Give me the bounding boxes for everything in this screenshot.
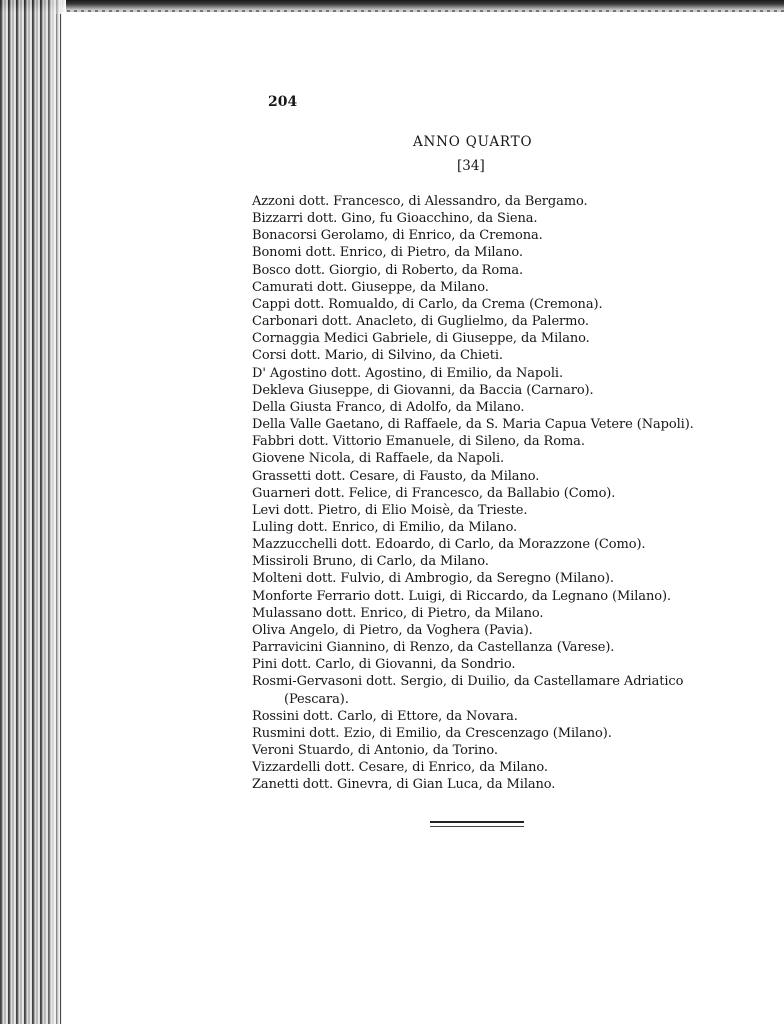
- list-item: Molteni dott. Fulvio, di Ambrogio, da Seregno (Milano).: [252, 571, 614, 587]
- list-item: Mazzucchelli dott. Edoardo, di Carlo, da Morazzone (Como).: [252, 537, 646, 553]
- gutter-fade: [44, 0, 66, 1024]
- list-item: Grassetti dott. Cesare, di Fausto, da Milano.: [252, 468, 540, 484]
- list-item: Azzoni dott. Francesco, di Alessandro, da Bergamo.: [252, 194, 588, 209]
- list-item: Mulassano dott. Enrico, di Pietro, da Milano.: [252, 605, 544, 621]
- list-item: Dekleva Giuseppe, di Giovanni, da Baccia (Carnaro).: [252, 382, 594, 398]
- list-item: Della Valle Gaetano, di Raffaele, da S. Maria Capua Vetere (Napoli).: [252, 417, 694, 433]
- list-item: Rusmini dott. Ezio, di Emilio, da Crescenzago (Milano).: [252, 725, 612, 741]
- list-item: Pini dott. Carlo, di Giovanni, da Sondrio.: [252, 657, 516, 673]
- list-item: Giovene Nicola, di Raffaele, da Napoli.: [252, 451, 505, 467]
- list-item: Monforte Ferrario dott. Luigi, di Riccardo, da Legnano (Milano).: [252, 588, 671, 604]
- list-item: Camurati dott. Giuseppe, da Milano.: [252, 279, 489, 295]
- section-end-rule: [430, 821, 524, 827]
- page-number: 204: [268, 94, 298, 110]
- list-item: D' Agostino dott. Agostino, di Emilio, da Napoli.: [252, 365, 563, 381]
- list-item: Missiroli Bruno, di Carlo, da Milano.: [252, 554, 489, 570]
- list-item: Cappi dott. Romualdo, di Carlo, da Crema (Cremona).: [252, 296, 603, 312]
- list-item: Levi dott. Pietro, di Elio Moisè, da Trieste.: [252, 502, 528, 518]
- gutter-line-inner: [60, 14, 61, 1024]
- list-item: Guarneri dott. Felice, di Francesco, da Ballabio (Como).: [252, 485, 616, 501]
- name-list: [252, 193, 722, 793]
- list-item: Veroni Stuardo, di Antonio, da Torino.: [252, 743, 498, 758]
- list-item: Zanetti dott. Ginevra, di Gian Luca, da Milano.: [252, 777, 556, 793]
- list-item-continuation: (Pescara).: [284, 691, 349, 707]
- list-item: Rossini dott. Carlo, di Ettore, da Novara.: [252, 708, 518, 724]
- list-item: Bizzarri dott. Gino, fu Gioacchino, da Siena.: [252, 211, 538, 227]
- page-title: ANNO QUARTO: [413, 134, 533, 150]
- section-number: [34]: [457, 158, 485, 174]
- list-item: Fabbri dott. Vittorio Emanuele, di Sileno, da Roma.: [252, 434, 585, 450]
- scan-top-edge: [0, 0, 784, 12]
- list-item: Carbonari dott. Anacleto, di Guglielmo, da Palermo.: [252, 314, 589, 330]
- list-item: Parravicini Giannino, di Renzo, da Castellanza (Varese).: [252, 640, 615, 656]
- list-item: Vizzardelli dott. Cesare, di Enrico, da Milano.: [252, 760, 548, 776]
- list-item: Luling dott. Enrico, di Emilio, da Milano.: [252, 519, 518, 535]
- list-item-text: Rosmi-Gervasoni dott. Sergio, di Duilio, da Castellamare Adriatico: [252, 674, 684, 690]
- list-item: Della Giusta Franco, di Adolfo, da Milano.: [252, 399, 525, 415]
- list-item: Corsi dott. Mario, di Silvino, da Chieti.: [252, 348, 503, 364]
- list-item-multiline: [252, 673, 722, 707]
- list-item: Bosco dott. Giorgio, di Roberto, da Roma.: [252, 262, 524, 278]
- list-item: Bonomi dott. Enrico, di Pietro, da Milano.: [252, 245, 523, 261]
- list-item: Cornaggia Medici Gabriele, di Giuseppe, da Milano.: [252, 331, 590, 347]
- gutter-line-outer: [56, 14, 57, 1024]
- list-item: Bonacorsi Gerolamo, di Enrico, da Cremona.: [252, 228, 543, 244]
- list-item: Oliva Angelo, di Pietro, da Voghera (Pavia).: [252, 622, 533, 638]
